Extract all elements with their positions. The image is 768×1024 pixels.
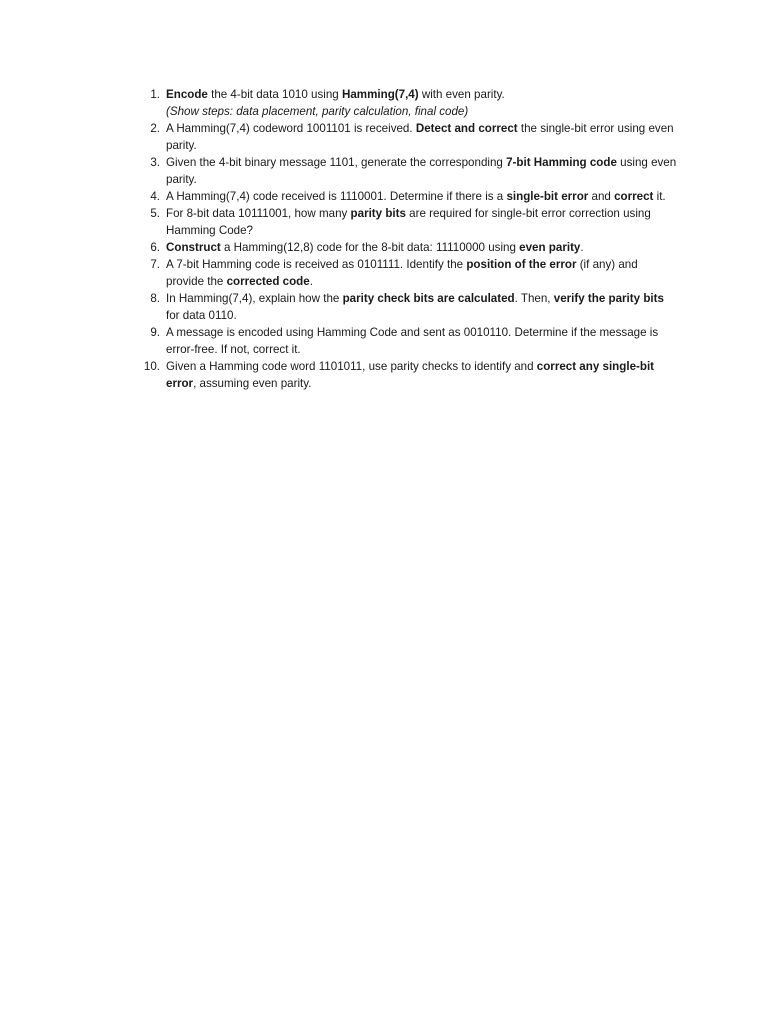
question-text (166, 326, 658, 356)
question-text-run: for data 0110. (166, 309, 237, 322)
question-text-run: it. (653, 190, 666, 203)
question-emphasis: Construct (166, 241, 221, 254)
question-emphasis: position of the error (466, 258, 577, 271)
question-item (138, 324, 678, 358)
question-emphasis: parity check bits are calculated (342, 292, 515, 305)
question-text-run: A Hamming(7,4) codeword 1001101 is received. (166, 122, 416, 135)
question-number: 6. (150, 241, 160, 254)
question-emphasis: Encode (166, 88, 208, 101)
question-number: 1. (150, 88, 160, 101)
question-emphasis: corrected code (226, 275, 310, 288)
question-text-run: A 7-bit Hamming code is received as 0101111. Identify the (166, 258, 467, 271)
question-text (166, 258, 638, 288)
question-text-run: In Hamming(7,4), explain how the (166, 292, 343, 305)
question-text-run: are required for single-bit error correction using Hamming Code? (166, 207, 651, 237)
question-text-run: Given the 4-bit binary message 1101, generate the corresponding (166, 156, 507, 169)
question-text-run: Given a Hamming code word 1101011, use parity checks to identify and (166, 360, 537, 373)
question-item (138, 120, 678, 154)
question-text-run: A message is encoded using Hamming Code and sent as 0010110. Determine if the message is error-free. If not, correct it. (166, 326, 659, 356)
question-subnote: (Show steps: data placement, parity calculation, final code) (166, 105, 469, 118)
question-item (138, 358, 678, 392)
question-text (166, 190, 666, 203)
question-number: 5. (150, 207, 160, 220)
question-text-run: a Hamming(12,8) code for the 8-bit data: 11110000 using (220, 241, 520, 254)
question-emphasis: correct (614, 190, 654, 203)
question-number: 8. (150, 292, 160, 305)
question-emphasis: correct any single-bit error (166, 360, 655, 390)
question-list (138, 86, 678, 392)
question-text-run: using even parity. (166, 156, 677, 186)
question-emphasis: Hamming(7,4) (341, 88, 419, 101)
question-emphasis: verify the parity bits (553, 292, 664, 305)
question-text-run: , assuming even parity. (193, 377, 312, 390)
question-text-run: the 4-bit data 1010 using (207, 88, 342, 101)
question-text (166, 156, 676, 186)
question-text-run: A Hamming(7,4) code received is 1110001. Determine if there is a (166, 190, 507, 203)
question-text-run: . (580, 241, 584, 254)
question-emphasis: even parity (519, 241, 581, 254)
question-item (138, 256, 678, 290)
question-emphasis: 7-bit Hamming code (506, 156, 617, 169)
question-text-run: . Then, (514, 292, 554, 305)
question-item (138, 154, 678, 188)
question-emphasis: parity bits (350, 207, 406, 220)
question-number: 2. (150, 122, 160, 135)
question-item (138, 86, 678, 120)
question-number: 7. (150, 258, 160, 271)
question-emphasis: Detect and correct (415, 122, 518, 135)
question-item (138, 290, 678, 324)
question-text (166, 122, 674, 152)
question-text (166, 88, 505, 101)
question-text-run: and (588, 190, 615, 203)
question-text-run: (if any) and provide the (166, 258, 638, 288)
question-item (138, 205, 678, 239)
question-emphasis: single-bit error (506, 190, 589, 203)
question-number: 3. (150, 156, 160, 169)
question-text-run: with even parity. (418, 88, 505, 101)
question-text (166, 360, 654, 390)
question-number: 9. (150, 326, 160, 339)
question-number: 4. (150, 190, 160, 203)
question-text (166, 292, 664, 322)
question-item (138, 239, 678, 256)
question-text-run: . (309, 275, 313, 288)
question-text-run: For 8-bit data 10111001, how many (166, 207, 351, 220)
question-text (166, 207, 651, 237)
question-number: 10. (143, 360, 160, 373)
question-text (166, 241, 584, 254)
question-item (138, 188, 678, 205)
question-text-run: the single-bit error using even parity. (166, 122, 674, 152)
